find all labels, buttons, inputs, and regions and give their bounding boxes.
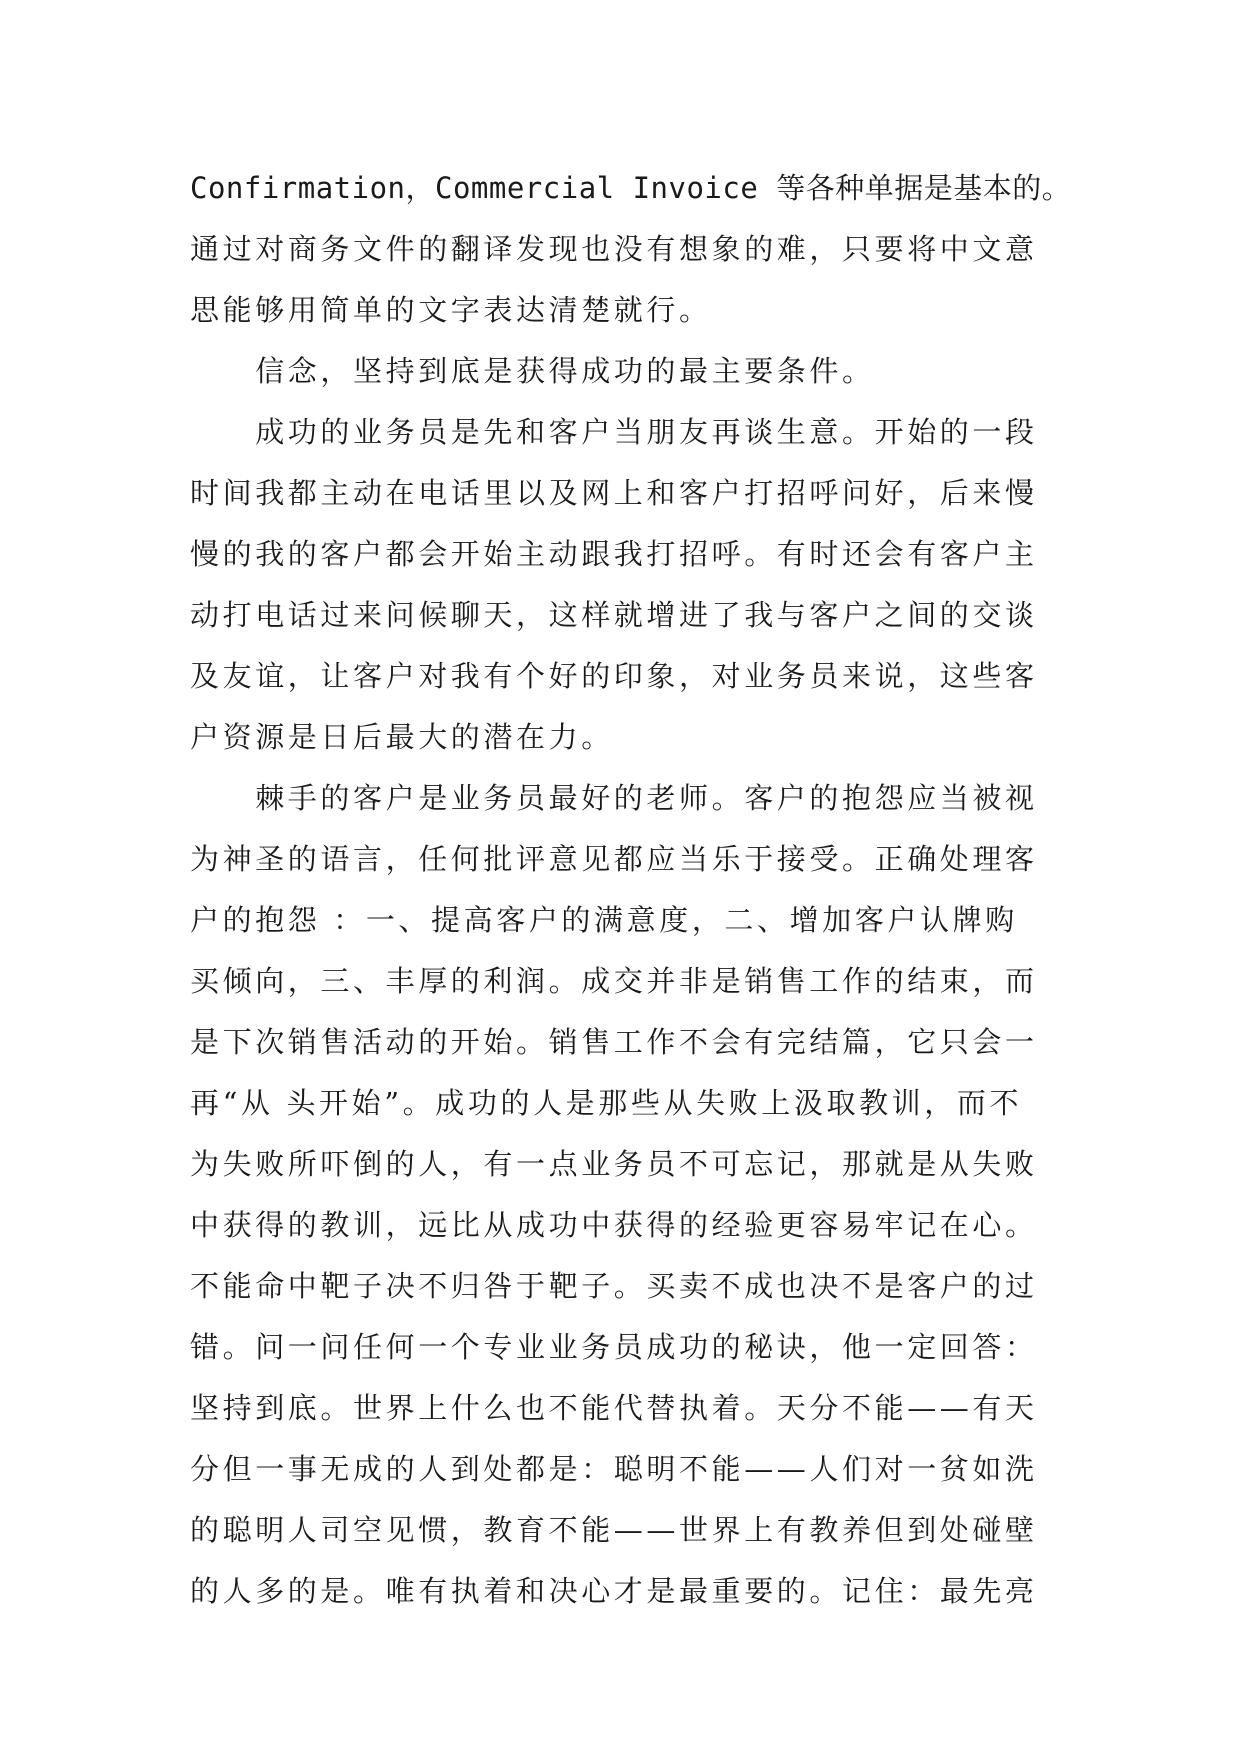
text-line: 慢的我的客户都会开始主动跟我打招呼。有时还会有客户主: [190, 537, 1038, 571]
text-line: 户的抱怨 ：一、提高客户的满意度，二、增加客户认牌购: [190, 903, 1018, 937]
text-line: 思能够用简单的文字表达清楚就行。: [190, 293, 712, 327]
text-line: 户资源是日后最大的潜在力。: [190, 720, 614, 754]
body-text: [190, 158, 1072, 1622]
text-line: 中获得的教训，远比从成功中获得的经验更容易牢记在心。: [190, 1208, 1038, 1242]
text-line: 不能命中靶子决不归咎于靶子。买卖不成也决不是客户的过: [190, 1269, 1038, 1303]
text-line: 为神圣的语言，任何批评意见都应当乐于接受。正确处理客: [190, 842, 1038, 876]
text-line: 动打电话过来问候聊天，这样就增进了我与客户之间的交谈: [190, 598, 1038, 632]
paragraph-start-line: 信念，坚持到底是获得成功的最主要条件。: [190, 354, 875, 388]
text-line: 是下次销售活动的开始。销售工作不会有完结篇，它只会一: [190, 1025, 1038, 1059]
text-line: 再“从 头开始”。成功的人是那些从失败上汲取教训，而不: [190, 1086, 1023, 1120]
paragraph-start-line: 成功的业务员是先和客户当朋友再谈生意。开始的一段: [190, 415, 1038, 449]
paragraph-start-line: 棘手的客户是业务员最好的老师。客户的抱怨应当被视: [190, 781, 1038, 815]
text-line: 通过对商务文件的翻译发现也没有想象的难，只要将中文意: [190, 232, 1038, 266]
text-line: Confirmation，Commercial Invoice 等各种单据是基本的。: [190, 171, 1072, 205]
text-line: 买倾向，三、丰厚的利润。成交并非是销售工作的结束，而: [190, 964, 1038, 998]
text-line: 为失败所吓倒的人，有一点业务员不可忘记，那就是从失败: [190, 1147, 1038, 1181]
text-line: 的聪明人司空见惯，教育不能——世界上有教养但到处碰壁: [190, 1513, 1038, 1547]
text-line: 及友谊，让客户对我有个好的印象，对业务员来说，这些客: [190, 659, 1038, 693]
text-line: 时间我都主动在电话里以及网上和客户打招呼问好，后来慢: [190, 476, 1038, 510]
text-line: 的人多的是。唯有执着和决心才是最重要的。记住：最先亮: [190, 1574, 1038, 1608]
text-line: 分但一事无成的人到处都是：聪明不能——人们对一贫如洗: [190, 1452, 1038, 1486]
text-line: 坚持到底。世界上什么也不能代替执着。天分不能——有天: [190, 1391, 1038, 1425]
text-line: 错。问一问任何一个专业业务员成功的秘诀，他一定回答：: [190, 1330, 1038, 1364]
